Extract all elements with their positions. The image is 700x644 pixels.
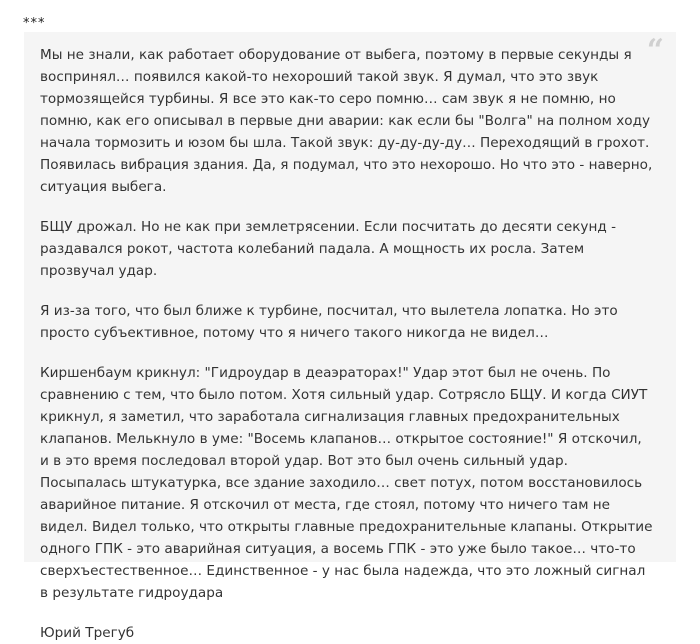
quote-paragraph-3: Я из-за того, что был ближе к турбине, посчитал, что вылетела лопатка. Но это просто субъективное, потому что я ничего такого никогда не видел… — [40, 303, 618, 341]
quote-paragraph-4: Киршенбаум крикнул: "Гидроудар в деаэраторах!" Удар этот был не очень. По сравнению с тем, что было потом. Хотя сильный удар. Сотрясло БЩУ. И когда СИУТ крикнул, я заметил, что заработала сигнализация главных предохранительных клапанов. Мелькнуло в уме: "Восемь клапанов… открытое состояние!" Я отскочил, и в это время последовал второй удар. Вот это был очень сильный удар. Посыпалась штукатурка, все здание заходило… свет потух, потом восстановилось аварийное питание. Я отскочил от места, где стоял, потому что ничего там не видел. Видел только, что открыты главные предохранительные клапаны. Открытие одного ГПК - это аварийная ситуация, а восемь ГПК - это уже было такое… что-то сверхъестественное… Единственное - у нас была надежда, что это ложный сигнал в результате гидроудара — [40, 365, 653, 601]
blockquote — [24, 32, 676, 641]
quote-paragraph-1: Мы не знали, как работает оборудование от выбега, поэтому в первые секунды я воспринял… появился какой-то нехороший такой звук. Я думал, что это звук тормозящейся турбины. Я все это как-то серо помню… сам звук я не помню, но помню, как его описывал в первые дни аварии: как если бы "Волга" на полном ходу начала тормозить и юзом бы шла. Такой звук: ду-ду-ду-ду… Переходящий в грохот. Появилась вибрация здания. Да, я подумал, что это нехорошо. Но что это - наверно, ситуация выбега. — [40, 47, 653, 195]
quote-author: Юрий Трегуб — [40, 625, 135, 641]
quote-paragraph-2: БЩУ дрожал. Но не как при землетрясении. Если посчитать до десяти секунд - раздавался рокот, частота колебаний падала. А мощность их росла. Затем прозвучал удар. — [40, 219, 616, 279]
quote-icon: “ — [646, 33, 664, 68]
section-separator: *** — [23, 16, 46, 31]
